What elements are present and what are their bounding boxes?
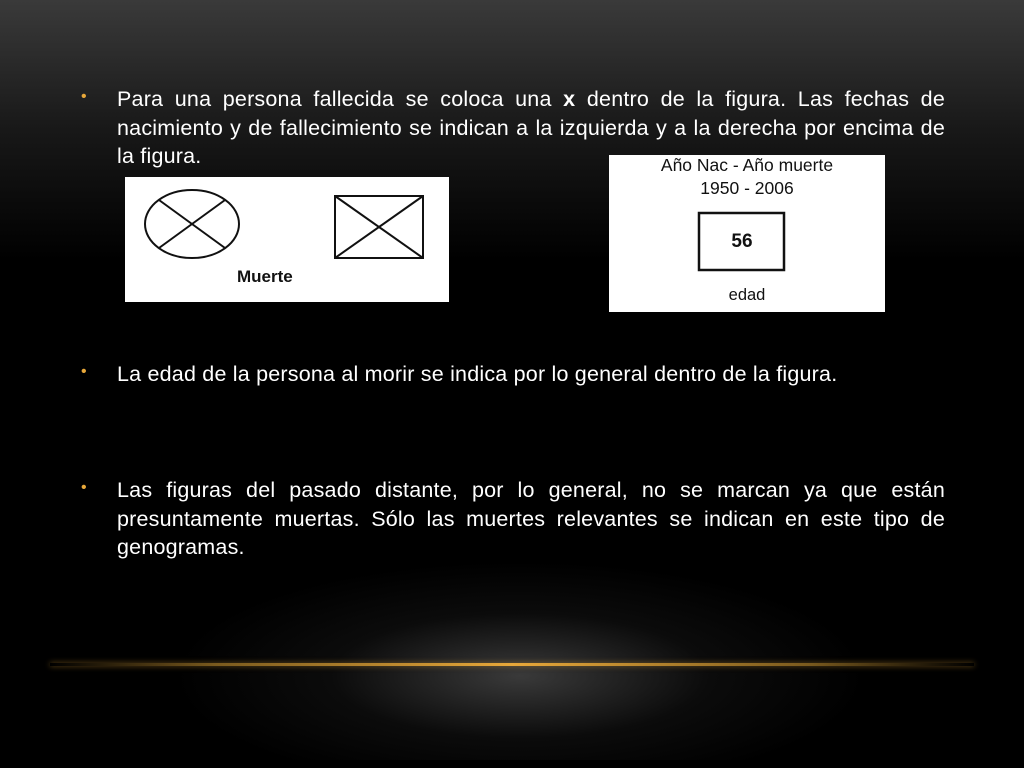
crossed-square-icon (335, 196, 423, 258)
bullet-marker: • (81, 479, 87, 496)
bullet-text-part: dentro de la figura. Las fechas de nacimiento y de fallecimiento se indican a la izquierda y a la derecha por encima de la figura. (117, 87, 946, 168)
birth-death-years: 1950 - 2006 (700, 178, 794, 198)
bullet-text-bold: x (563, 87, 576, 111)
age-at-death-figure (609, 155, 885, 312)
bullet-distant-past: Las figuras del pasado distante, por lo general, no se marcan ya que están presuntamente muertas. Sólo las muertes relevantes se indican en este tipo de genogramas. (117, 478, 945, 559)
birth-death-years-header: Año Nac - Año muerte (660, 155, 834, 175)
crossed-circle-icon (145, 190, 239, 258)
bullet-text-part: Para una persona fallecida se coloca una (117, 87, 564, 111)
bullet-age-at-death: La edad de la persona al morir se indica por lo general dentro de la figura. (117, 362, 838, 386)
death-symbols-figure (125, 177, 449, 302)
age-value: 56 (731, 231, 753, 252)
death-symbol-label: Muerte (237, 267, 293, 286)
bullet-marker: • (81, 88, 87, 105)
age-label: edad (728, 286, 766, 304)
accent-divider-line (50, 663, 974, 666)
background-glow (170, 560, 870, 760)
bullet-marker: • (81, 363, 87, 380)
